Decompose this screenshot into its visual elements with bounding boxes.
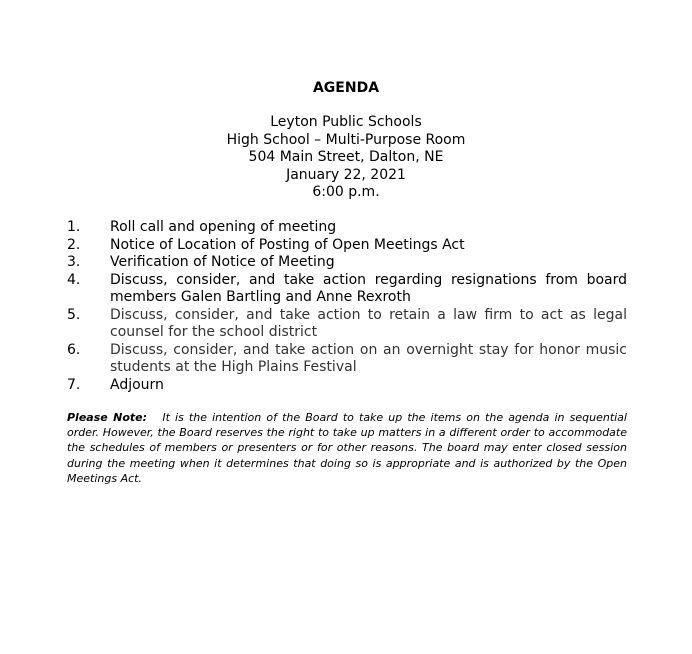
agenda-item (67, 342, 627, 377)
agenda-item-number: 3. (67, 254, 81, 270)
meeting-location: High School – Multi-Purpose Room (226, 131, 466, 148)
agenda-item (67, 272, 627, 307)
agenda-item (67, 254, 627, 272)
agenda-item-text: Discuss, consider, and take action to retain a law firm to act as legal counsel for the school district (110, 306, 627, 340)
agenda-list (67, 219, 627, 394)
agenda-item-text: Notice of Location of Posting of Open Meetings Act (110, 236, 465, 253)
agenda-item-text: Adjourn (110, 376, 164, 393)
agenda-item-number: 1. (67, 219, 81, 235)
please-note-text: It is the intention of the Board to take up the items on the agenda in sequential order. However, the Board reserves the right to take up matters in a different order to accommodate the schedules of members or presenters or for other reasons. The board may enter closed session during the meeting when it determines that doing so is appropriate and is authorized by the Open Meetings Act. (67, 411, 627, 485)
agenda-item-text: Discuss, consider, and take action on an overnight stay for honor music students at the High Plains Festival (110, 341, 627, 375)
meeting-address: 504 Main Street, Dalton, NE (248, 149, 444, 166)
agenda-item-text: Verification of Notice of Meeting (110, 254, 335, 270)
meeting-header (0, 114, 692, 202)
agenda-item-number: 2. (67, 236, 81, 253)
agenda-item-number: 6. (67, 341, 81, 358)
agenda-item (67, 237, 627, 255)
please-note-paragraph (67, 410, 627, 486)
meeting-date: January 22, 2021 (286, 166, 406, 183)
please-note-label: Please Note: (67, 411, 148, 424)
agenda-item-number: 7. (67, 376, 81, 393)
agenda-item (67, 307, 627, 342)
agenda-item-text: Discuss, consider, and take action regarding resignations from board members Galen Bartling and Anne Rexroth (110, 271, 627, 305)
agenda-item-number: 4. (67, 271, 81, 288)
document-title: AGENDA (312, 80, 380, 96)
meeting-time: 6:00 p.m. (312, 184, 380, 201)
organization-name: Leyton Public Schools (270, 114, 422, 130)
agenda-item (67, 219, 627, 237)
agenda-item-text: Roll call and opening of meeting (110, 219, 337, 235)
agenda-item-number: 5. (67, 306, 81, 323)
agenda-item (67, 377, 627, 395)
